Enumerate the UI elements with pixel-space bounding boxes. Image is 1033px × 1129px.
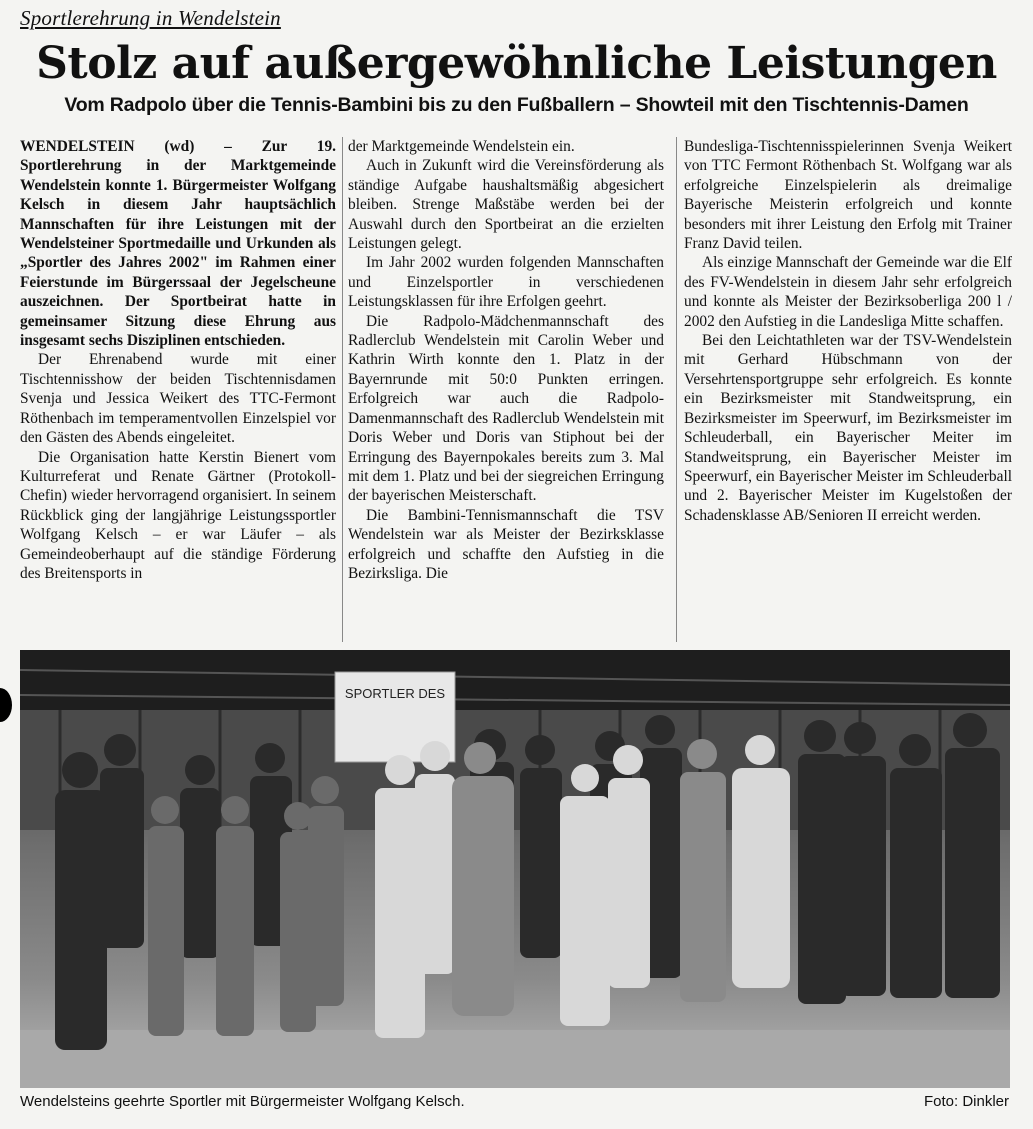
paragraph: Die Bambini-Tennismannschaft die TSV Wendelstein war als Meister der Bezirksklasse erfolgreich und schaffte den Aufstieg in die Bezirksliga. Die — [348, 506, 664, 582]
article-lead: WENDELSTEIN (wd) – Zur 19. Sportlerehrung in der Marktgemeinde Wendelstein konnte 1. Bürgermeister Wolfgang Kelsch in diesem Jahr hauptsächlich Mannschaften für ihre Leistungen mit der Wendelsteiner Sportmedaille und Urkunden als „Sportler des Jahres 2002" im Rahmen einer Feierstunde im Bürgerssaal der Jegelscheune auszeichnen. Der Sportbeirat hatte in gemeinsamer Sitzung diese Ehrung aus insgesamt sechs Disziplinen entschieden. — [20, 138, 336, 350]
column-divider — [676, 137, 677, 642]
paragraph: Auch in Zukunft wird die Vereinsförderung als ständige Aufgabe haushaltsmäßig abgesichert bleiben. Strenge Maßstäbe werden bei der Auswahl durch den Sportbeirat an die erzielten Leistungen gelegt. — [348, 157, 664, 253]
article-subheadline: Vom Radpolo über die Tennis-Bambini bis zu den Fußballern – Showteil mit den Tischtennis-Damen — [64, 94, 969, 116]
paragraph: Die Radpolo-Mädchenmannschaft des Radlerclub Wendelstein mit Carolin Weber und Kathrin Wirth konnte den 1. Platz in der Bayernrunde mit 50:0 Punkten erringen. Erfolgreich war auch die Radpolo-Damenmannschaft des Radlerclub Wendelstein mit Doris Weber und Doris van Stiphout bei der Erringung des Bayernpokales bereits zum 3. Mal mit dem 1. Platz und bei der siegreichen Erringung der bayerischen Meisterschaft. — [348, 312, 664, 505]
text-column-1 — [20, 137, 336, 642]
paragraph: Als einzige Mannschaft der Gemeinde war die Elf des FV-Wendelstein in diesem Jahr sehr erfolgreich und konnte als Meister der Bezirksoberliga 200 l / 2002 den Aufstieg in die Landesliga Mitte schaffen. — [684, 254, 1012, 330]
banner-text: SPORTLER DES — [344, 686, 446, 701]
punch-hole-mark — [0, 688, 12, 722]
paragraph: Bundesliga-Tischtennisspielerinnen Svenja Weikert von TTC Fermont Röthenbach St. Wolfgang war als erfolgreiche Einzelspielerin als dreimalige Bayerische Meisterin erfolgreich und konnte besonders mit ihrer Leistung den Erfolg mit Trainer Franz David teilen. — [684, 138, 1012, 253]
group-photo — [20, 650, 1010, 1088]
text-column-2 — [348, 137, 664, 642]
article-kicker: Sportlerehrung in Wendelstein — [20, 6, 281, 30]
group-photo-illustration — [20, 650, 1010, 1088]
paragraph: Im Jahr 2002 wurden folgenden Mannschaften und Einzelsportler in verschiedenen Leistungsklassen für ihre Erfolgen geehrt. — [348, 254, 664, 311]
paragraph: Bei den Leichtathleten war der TSV-Wendelstein mit Gerhard Hübschmann von der Versehrtensportgruppe sehr erfolgreich. Es konnte ein Bezirksmeister mit Standweitsprung, ein Bezirksmeister im Speerwurf, im Bezirksmeister im Schleuderball, ein Bayerischer Meiter im Standweitsprung, ein Bayerischer Meister im Speerwurf, ein Bayerischer Meister im Schleuderball und 2. Bayerischer Meister im Kugelstoßen der Schadensklasse AB/Senioren II erreicht werden. — [684, 332, 1012, 524]
photo-credit: Foto: Dinkler — [923, 1093, 1009, 1110]
paragraph: Der Ehrenabend wurde mit einer Tischtennisshow der beiden Tischtennisdamen Svenja und Jessica Weikert des TTC-Fermont Röthenbach im temperamentvollen Einzelspiel vor den Gästen des Abends eingeleitet. — [20, 351, 336, 447]
paragraph: der Marktgemeinde Wendelstein ein. — [348, 138, 575, 155]
text-column-3 — [684, 137, 1012, 642]
photo-caption: Wendelsteins geehrte Sportler mit Bürgermeister Wolfgang Kelsch. — [20, 1093, 465, 1110]
paragraph: Die Organisation hatte Kerstin Bienert vom Kulturreferat und Renate Gärtner (Protokoll-Chefin) wieder hervorragend organisiert. In seinem Rückblick ging der langjährige Leistungssportler Wolfgang Kelsch – er war Läufer – als Gemeindeoberhaupt auf die ständige Förderung des Breitensports in — [20, 448, 336, 582]
article-headline: Stolz auf außergewöhnliche Leistungen — [36, 38, 997, 89]
article-body — [20, 137, 1013, 642]
column-divider — [342, 137, 343, 642]
